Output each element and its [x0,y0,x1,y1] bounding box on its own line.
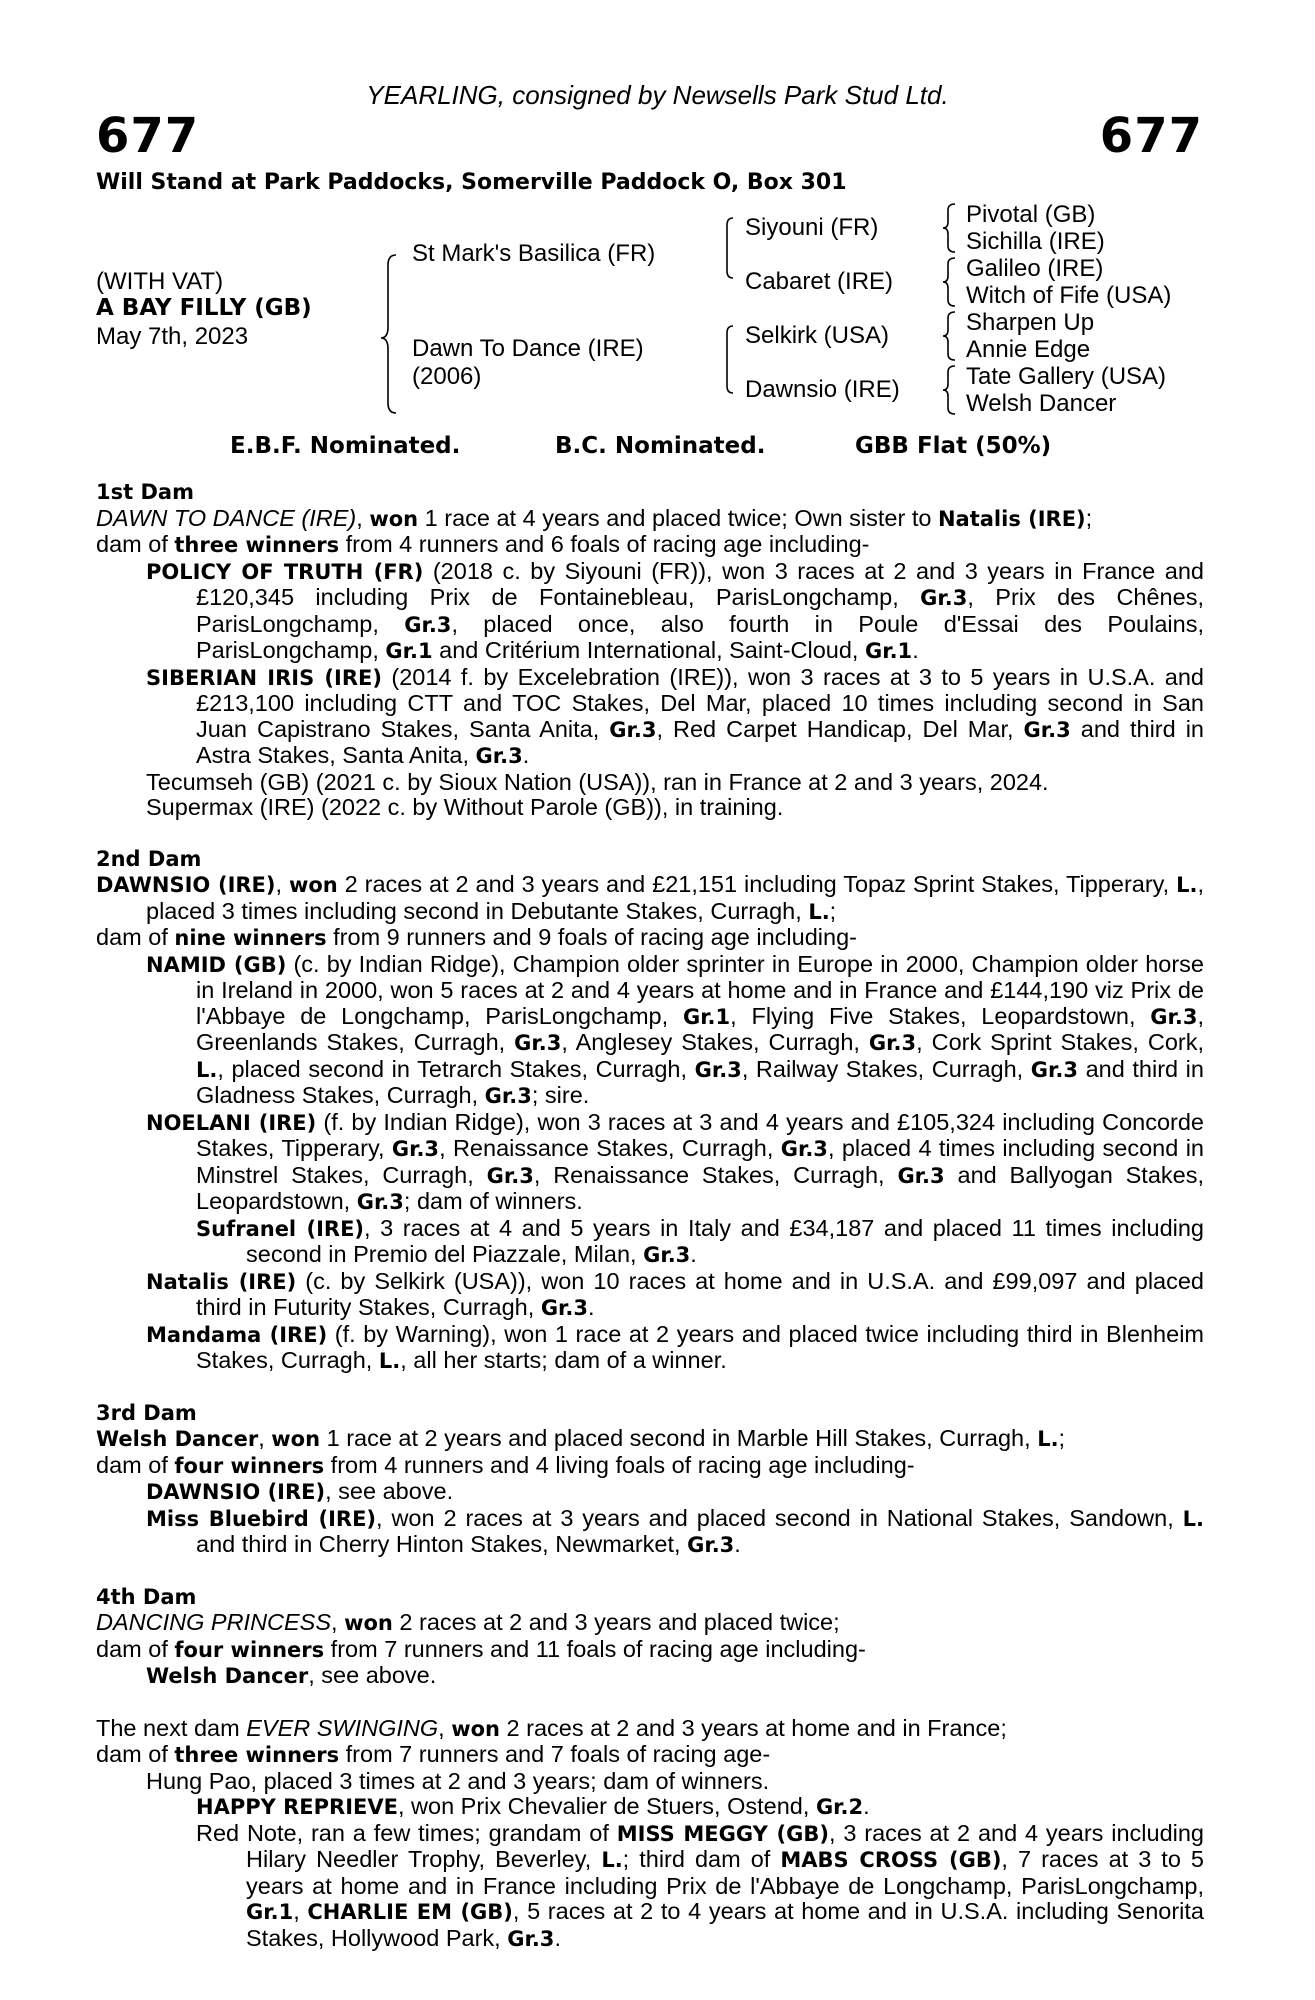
bold-text: won [451,1716,500,1741]
dam-name: Dawn To Dance (IRE) [412,335,644,362]
record-line [96,1610,1204,1637]
text-run: , [293,1898,308,1924]
text-run: and Ballyogan Stakes, Leopardstown, [196,1161,1204,1214]
bc-nomination: B.C. Nominated. [555,433,766,459]
text-run: (2018 c. by Siyouni (FR)), won 3 races at 2 and 3 years in France and £120,345 including Prix de Fontainebleau, ParisLongchamp, [196,557,1204,610]
text-run: from 4 runners and 6 foals of racing age including- [339,531,870,557]
granddam-paternal: Cabaret (IRE) [745,268,894,295]
bold-text: Gr.3 [391,1137,440,1161]
bold-text: L. [1176,873,1198,897]
bold-text: four winners [174,1453,325,1478]
bold-text: Miss Bluebird (IRE) [146,1506,377,1531]
section-heading: 2nd Dam [96,846,202,871]
great-grandparent: Pivotal (GB) [966,201,1096,228]
bold-text: Gr.3 [694,1057,742,1082]
bold-text: Gr.3 [897,1163,945,1188]
text-run: , Prix des Chênes, ParisLongchamp, [196,584,1204,637]
dam-section [96,847,1204,1375]
bold-text: Gr.3 [687,1533,735,1557]
section-heading: 4th Dam [96,1584,197,1609]
great-grandparent: Sichilla (IRE) [966,228,1105,255]
bold-text: Gr.3 [868,1031,917,1055]
text-run: ; [829,897,837,924]
text-run: 1 race at 2 years and placed second in Marble Hill Stakes, Curragh, [320,1425,1038,1451]
progeny-entry [96,795,1204,821]
bold-text: L. [808,899,830,924]
text-run: , placed 3 times including second in Debutante Stakes, Curragh, [146,871,1205,924]
bold-text: Gr.3 [920,586,968,610]
consignor-line: YEARLING, consigned by Newsells Park Stud Ltd. [366,80,949,110]
gbb-flat-nomination: GBB Flat (50%) [855,433,1052,459]
horse-name: A BAY FILLY (GB) [96,295,312,321]
great-grandparent: Welsh Dancer [966,390,1117,417]
dam-year: (2006) [412,363,482,390]
bold-text: Gr.3 [1030,1057,1078,1082]
record-line [96,1742,1204,1769]
bold-text: won [369,506,419,531]
bold-text: Gr.2 [815,1795,864,1819]
text-run: and third in Gladness Stakes, Curragh, [196,1055,1204,1108]
text-run: , placed 4 times including second in Minstrel Stakes, Curragh, [196,1135,1204,1188]
text-run: . [588,1294,595,1320]
grandsire-paternal: Siyouni (FR) [745,214,879,241]
bold-text: Natalis (IRE) [146,1269,297,1294]
text-run: , [331,1609,345,1635]
text-run: , see above. [308,1662,437,1688]
bold-text: Welsh Dancer [146,1664,309,1688]
bold-text: Gr.3 [507,1926,555,1951]
text-run: , see above. [325,1478,454,1504]
bold-text: Natalis (IRE) [937,506,1086,531]
progeny-entry [96,1769,1204,1795]
text-run: (f. by Indian Ridge), won 3 races at 3 and 4 years and £105,324 including Concorde Stakes, Tipperary, [196,1108,1204,1161]
record-line [96,925,1204,952]
text-run: . [863,1793,870,1819]
text-run: dam of [96,1635,175,1662]
bold-text: L. [1182,1506,1204,1531]
lot-number-right: 677 [1099,108,1203,164]
text-run: and third in Cherry Hinton Stakes, Newmarket, [196,1531,688,1557]
text-run: (2014 f. by Excelebration (IRE)), won 3 races at 3 to 5 years in U.S.A. and £213,100 including CTT and TOC Stakes, Del Mar, placed 10 times including second in San Juan Capistrano Stakes, Santa Anita, [196,663,1205,742]
bold-text: Gr.3 [1150,1004,1198,1029]
record-line [96,506,1204,533]
bold-text: Sufranel (IRE) [196,1216,365,1241]
italic-text: EVER SWINGING [246,1714,439,1741]
text-run: . [554,1924,561,1951]
dam-section [96,1401,1204,1559]
record-line [96,1637,1204,1664]
text-run: 1 race at 4 years and placed twice; Own sister to [418,504,938,531]
text-run: from 4 runners and 4 living foals of racing age including- [324,1451,915,1478]
italic-text: DANCING PRINCESS [96,1609,332,1635]
progeny-entry [96,1110,1204,1216]
bold-text: Gr.1 [682,1004,731,1029]
granddam-maternal: Dawnsio (IRE) [745,376,900,403]
section-heading: 1st Dam [96,480,194,504]
bold-text: three winners [174,1743,340,1767]
bold-text: Gr.3 [484,1084,532,1108]
progeny-entry [96,1663,1204,1690]
bold-text: NOELANI (IRE) [146,1110,317,1135]
text-run: , 5 races at 2 to 4 years at home and in U.S.A. including Senorita Stakes, Hollywood Park, [246,1898,1204,1951]
bold-text: Gr.3 [609,717,657,742]
progeny-entry [96,952,1204,1110]
text-run: Tecumseh (GB) (2021 c. by Sioux Nation (USA)), ran in France at 2 and 3 years, 2024. [146,768,1049,795]
bold-text: Gr.3 [780,1137,828,1161]
bold-text: won [271,1427,321,1451]
foaling-date: May 7th, 2023 [96,323,249,350]
progeny-entry [96,1479,1204,1506]
text-run: (c. by Indian Ridge), Champion older sprinter in Europe in 2000, Champion older horse in Ireland in 2000, won 5 races at 2 and 4 years at home and in France and £144,190 viz Prix de l'Abbaye de Longchamp, ParisLongchamp, [196,950,1204,1029]
text-run: , [438,1714,452,1741]
bold-text: L. [601,1848,623,1872]
text-run: , Cork Sprint Stakes, Cork, [916,1029,1205,1055]
great-grandparent: Tate Gallery (USA) [966,363,1167,390]
bold-text: Gr.1 [864,639,913,663]
progeny-entry [96,770,1204,796]
stabling-location: Will Stand at Park Paddocks, Somerville Paddock O, Box 301 [96,170,847,195]
progeny-entry [96,1269,1204,1322]
text-run: from 7 runners and 11 foals of racing age including- [324,1635,866,1662]
bold-text: Gr.3 [356,1190,404,1214]
text-run: ; dam of winners. [403,1188,583,1214]
great-grandparent: Annie Edge [966,336,1091,363]
text-run: Supermax (IRE) (2022 c. by Without Parole (GB)), in training. [146,794,784,820]
bold-text: Gr.3 [643,1243,691,1267]
text-run: . [912,637,919,663]
record-line [96,1716,1204,1743]
text-run: , 3 races at 2 and 4 years including Hilary Needler Trophy, Beverley, [246,1819,1205,1872]
bold-text: Gr.3 [486,1163,534,1188]
text-run: (f. by Warning), won 1 race at 2 years and placed twice including third in Blenheim Stakes, Curragh, [196,1320,1204,1373]
bold-text: Gr.3 [1023,717,1071,742]
sire-name: St Mark's Basilica (FR) [412,240,656,267]
text-run: , placed second in Tetrarch Stakes, Curragh, [217,1055,695,1082]
text-run: dam of [96,531,175,557]
bold-text: Gr.1 [246,1900,294,1924]
section-heading: 3rd Dam [96,1400,197,1425]
pedigree-body [96,480,1204,1952]
bold-text: Gr.3 [514,1031,562,1055]
bold-text: Gr.3 [475,744,523,768]
text-run: , Flying Five Stakes, Leopardstown, [730,1002,1151,1029]
bold-text: NAMID (GB) [146,952,287,977]
bold-text: nine winners [174,926,327,950]
bold-text: MABS CROSS (GB) [780,1848,1002,1872]
grandsire-maternal: Selkirk (USA) [745,322,890,349]
text-run: , [275,871,289,897]
great-grandparent: Galileo (IRE) [966,255,1104,282]
great-grandparent: Witch of Fife (USA) [966,282,1172,309]
text-run: Red Note, ran a few times; grandam of [196,1819,617,1846]
text-run: . [734,1531,741,1557]
text-run: and third in Astra Stakes, Santa Anita, [196,715,1204,768]
text-run: , placed once, also fourth in Poule d'Essai des Poulains, ParisLongchamp, [196,610,1204,663]
text-run: , Railway Stakes, Curragh, [741,1055,1031,1082]
bold-text: won [344,1611,393,1635]
text-run: , Red Carpet Handicap, Del Mar, [656,715,1024,742]
text-run: dam of [96,1741,175,1767]
text-run: , Renaissance Stakes, Curragh, [439,1135,781,1161]
bold-text: Gr.1 [385,639,433,663]
bold-text: DAWNSIO (IRE) [146,1480,326,1504]
bold-text: CHARLIE EM (GB) [307,1900,513,1924]
bold-text: L. [378,1349,401,1373]
bold-text: Gr.3 [540,1296,589,1320]
text-run: , Anglesey Stakes, Curragh, [561,1029,869,1055]
text-run: 2 races at 2 and 3 years at home and in France; [500,1714,1007,1741]
record-line [96,1426,1204,1453]
bold-text: HAPPY REPRIEVE [196,1795,398,1819]
vat-note: (WITH VAT) [96,268,224,295]
text-run: (c. by Selkirk (USA)), won 10 races at home and in U.S.A. and £99,097 and placed third in Futurity Stakes, Curragh, [196,1267,1205,1320]
progeny-entry [96,1821,1204,1953]
text-run: ; [1085,504,1093,531]
text-run: , 7 races at 3 to 5 years at home and in France including Prix de l'Abbaye de Longchamp, ParisLongchamp, [246,1846,1204,1899]
text-run: ; sire. [531,1082,590,1108]
text-run: ; [1058,1425,1066,1451]
progeny-entry [96,1216,1204,1269]
bold-text: MISS MEGGY (GB) [616,1821,829,1846]
bold-text: three winners [174,533,340,557]
text-run: . [690,1241,697,1267]
record-line [96,532,1204,559]
great-grandparent: Sharpen Up [966,309,1095,336]
bold-text: L. [196,1057,218,1082]
record-line [96,1453,1204,1480]
text-run: Hung Pao, placed 3 times at 2 and 3 years; dam of winners. [146,1767,770,1794]
record-line [96,872,1204,925]
progeny-entry [96,559,1204,665]
progeny-entry [96,1322,1204,1375]
text-run: , [258,1425,272,1451]
progeny-entry [96,1794,1204,1821]
dam-section [96,1585,1204,1690]
text-run: 2 races at 2 and 3 years and £21,151 including Topaz Sprint Stakes, Tipperary, [337,871,1177,897]
text-run: dam of [96,924,175,950]
progeny-entry [96,1506,1204,1559]
text-run: , 3 races at 4 and 5 years in Italy and £34,187 and placed 11 times including second in Premio del Piazzale, Milan, [246,1214,1204,1267]
dam-section [96,480,1204,821]
bold-text: SIBERIAN IRIS (IRE) [146,665,382,690]
text-run: The next dam [96,1714,247,1741]
bold-text: DAWNSIO (IRE) [96,873,276,897]
text-run: , won Prix Chevalier de Stuers, Ostend, [397,1793,816,1819]
text-run: , Greenlands Stakes, Curragh, [196,1002,1204,1055]
text-run: dam of [96,1451,175,1478]
bold-text: four winners [174,1637,325,1662]
text-run: , won 2 races at 3 years and placed second in National Stakes, Sandown, [376,1504,1183,1531]
dam-section [96,1716,1204,1953]
bold-text: Gr.3 [404,612,452,637]
text-run: , all her starts; dam of a winner. [400,1347,727,1373]
progeny-entry [96,665,1204,770]
text-run: 2 races at 2 and 3 years and placed twice; [392,1609,840,1635]
bold-text: Mandama (IRE) [146,1322,328,1347]
bold-text: Welsh Dancer [96,1427,259,1451]
text-run: , [356,504,370,531]
italic-text: DAWN TO DANCE (IRE) [96,504,357,531]
text-run: from 9 runners and 9 foals of racing age including- [326,924,857,950]
bold-text: L. [1037,1427,1059,1451]
lot-number-left: 677 [96,108,200,164]
text-run: from 7 runners and 7 foals of racing age- [339,1741,771,1767]
text-run: . [522,742,530,768]
bold-text: POLICY OF TRUTH (FR) [146,559,424,584]
text-run: , Renaissance Stakes, Curragh, [533,1161,898,1188]
text-run: ; third dam of [622,1846,781,1872]
text-run: and Critérium International, Saint-Cloud, [432,637,865,663]
ebf-nomination: E.B.F. Nominated. [230,433,461,459]
bold-text: won [288,873,338,897]
